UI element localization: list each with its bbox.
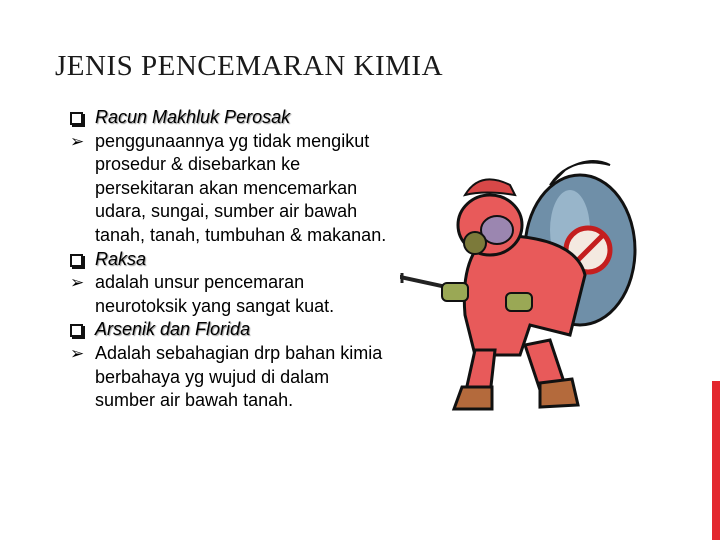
arrow-bullet-icon: ➢ bbox=[70, 343, 85, 363]
list-item bbox=[70, 106, 390, 130]
pesticide-sprayer-man-icon bbox=[400, 155, 640, 415]
list-item bbox=[70, 248, 390, 272]
accent-bar bbox=[712, 381, 720, 540]
square-bullet-icon bbox=[70, 106, 90, 130]
heading-racun: Racun Makhluk Perosak bbox=[95, 107, 291, 127]
square-bullet-icon bbox=[70, 318, 90, 342]
point-arsenik: Adalah sebahagian drp bahan kimia berbahaya yg wujud di dalam sumber air bawah tanah. bbox=[95, 342, 383, 411]
list-item bbox=[70, 130, 390, 248]
list-item bbox=[70, 271, 390, 318]
list-item bbox=[70, 318, 390, 342]
list-item bbox=[70, 342, 390, 413]
heading-arsenik: Arsenik dan Florida bbox=[95, 319, 251, 340]
arrow-bullet-icon: ➢ bbox=[70, 131, 85, 151]
heading-raksa: Raksa bbox=[95, 248, 147, 269]
slide-title: JENIS PENCEMARAN KIMIA bbox=[55, 50, 444, 82]
point-racun: penggunaannya yg tidak mengikut prosedur & disebarkan ke persekitaran akan mencemarkan udara, sungai, sumber air bawah tanah, tanah, tumbuhan & makanan. bbox=[95, 130, 387, 245]
point-raksa: adalah unsur pencemaran neurotoksik yang sangat kuat. bbox=[95, 272, 335, 316]
square-bullet-icon bbox=[70, 248, 90, 272]
bullet-list bbox=[70, 106, 390, 413]
arrow-bullet-icon: ➢ bbox=[70, 273, 85, 293]
